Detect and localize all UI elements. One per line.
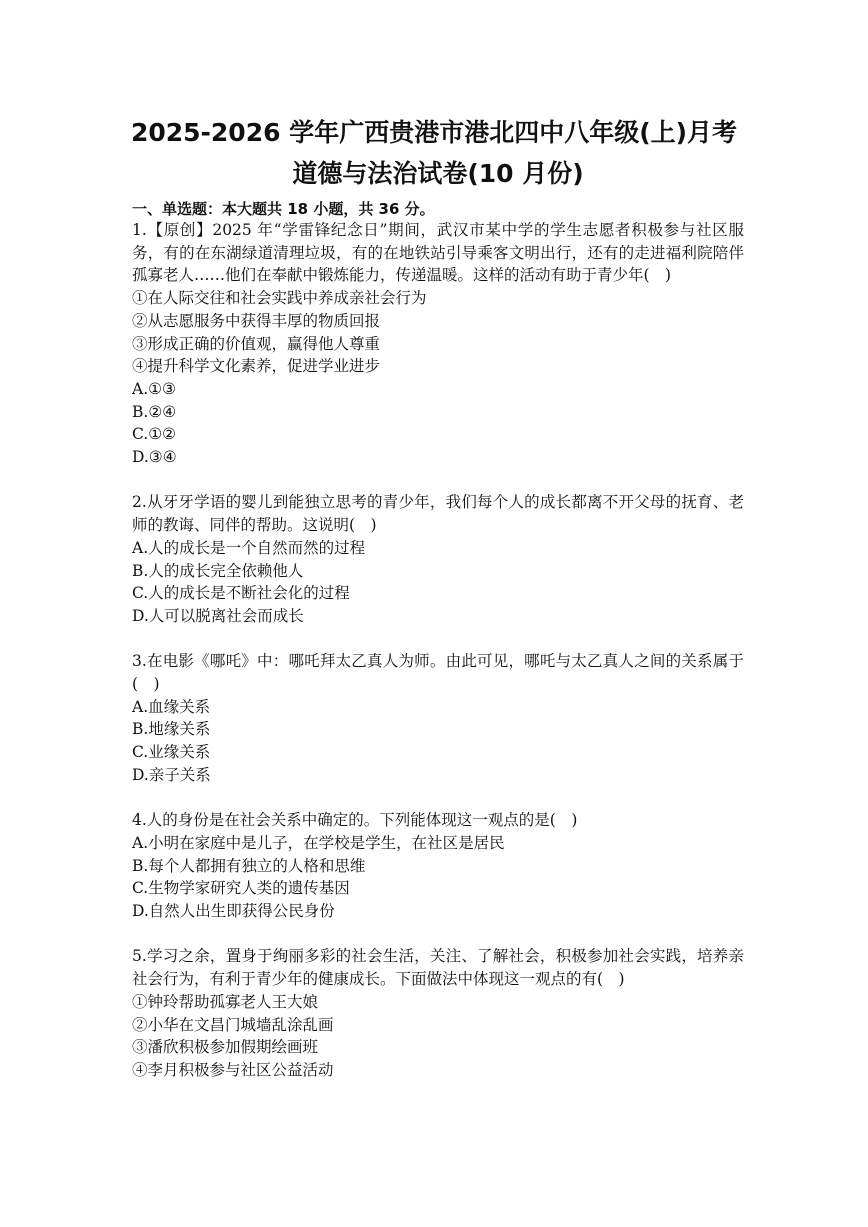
exam-title-line1: 2025-2026 学年广西贵港市港北四中八年级(上)月考 [130,118,738,147]
exam-title-line2: 道德与法治试卷(10 月份) [292,159,584,188]
statement-item: ③形成正确的价值观，赢得他人尊重 [132,334,381,353]
statement-item: ②从志愿服务中获得丰厚的物质回报 [132,311,381,330]
question-5 [132,945,744,1081]
statement-item: ①钟玲帮助孤寡老人王大娘 [132,992,319,1011]
question-stem: 5.学习之余，置身于绚丽多彩的社会生活，关注、了解社会，积极参加社会实践，培养亲社会行为，有利于青少年的健康成长。下面做法中体现这一观点的有( ) [132,947,744,989]
question-stem: 3.在电影《哪吒》中：哪吒拜太乙真人为师。由此可见，哪吒与太乙真人之间的关系属于( ) [132,652,744,694]
option-a: A.人的成长是一个自然而然的过程 [132,538,366,557]
question-4 [132,809,744,923]
statement-item: ④李月积极参与社区公益活动 [132,1060,334,1079]
question-2 [132,491,744,627]
option-b: B.②④ [132,402,177,421]
statement-item: ④提升科学文化素养，促进学业进步 [132,357,381,376]
question-list [132,219,744,1104]
option-b: B.地缘关系 [132,720,211,739]
question-stem: 1.【原创】2025 年“学雷锋纪念日”期间，武汉市某中学的学生志愿者积极参与社区服务，有的在东湖绿道清理垃圾，有的在地铁站引导乘客文明出行，还有的走进福利院陪伴孤寡老人……他们在奉献中锻炼能力，传递温暖。这样的活动有助于青少年( ) [132,221,744,285]
statement-item: ③潘欣积极参加假期绘画班 [132,1038,319,1057]
question-3 [132,650,744,786]
statement-item: ①在人际交往和社会实践中养成亲社会行为 [132,289,427,308]
option-d: D.人可以脱离社会而成长 [132,606,304,625]
option-a: A.小明在家庭中是儿子，在学校是学生，在社区是居民 [132,833,505,852]
option-c: C.生物学家研究人类的遗传基因 [132,879,350,898]
option-c: C.①② [132,425,177,444]
section-heading: 一、单选题：本大题共 18 小题，共 36 分。 [132,200,435,218]
option-b: B.每个人都拥有独立的人格和思维 [132,856,366,875]
statement-item: ②小华在文昌门城墙乱涂乱画 [132,1015,334,1034]
question-1 [132,219,744,469]
option-c: C.业缘关系 [132,743,211,762]
question-stem: 2.从牙牙学语的婴儿到能独立思考的青少年，我们每个人的成长都离不开父母的抚育、老师的教诲、同伴的帮助。这说明( ) [132,493,744,535]
option-d: D.③④ [132,448,177,467]
option-a: A.①③ [132,379,176,398]
option-c: C.人的成长是不断社会化的过程 [132,584,350,603]
question-stem: 4.人的身份是在社会关系中确定的。下列能体现这一观点的是( ) [132,811,578,830]
option-d: D.亲子关系 [132,765,211,784]
option-d: D.自然人出生即获得公民身份 [132,902,335,921]
option-b: B.人的成长完全依赖他人 [132,561,304,580]
option-a: A.血缘关系 [132,697,211,716]
